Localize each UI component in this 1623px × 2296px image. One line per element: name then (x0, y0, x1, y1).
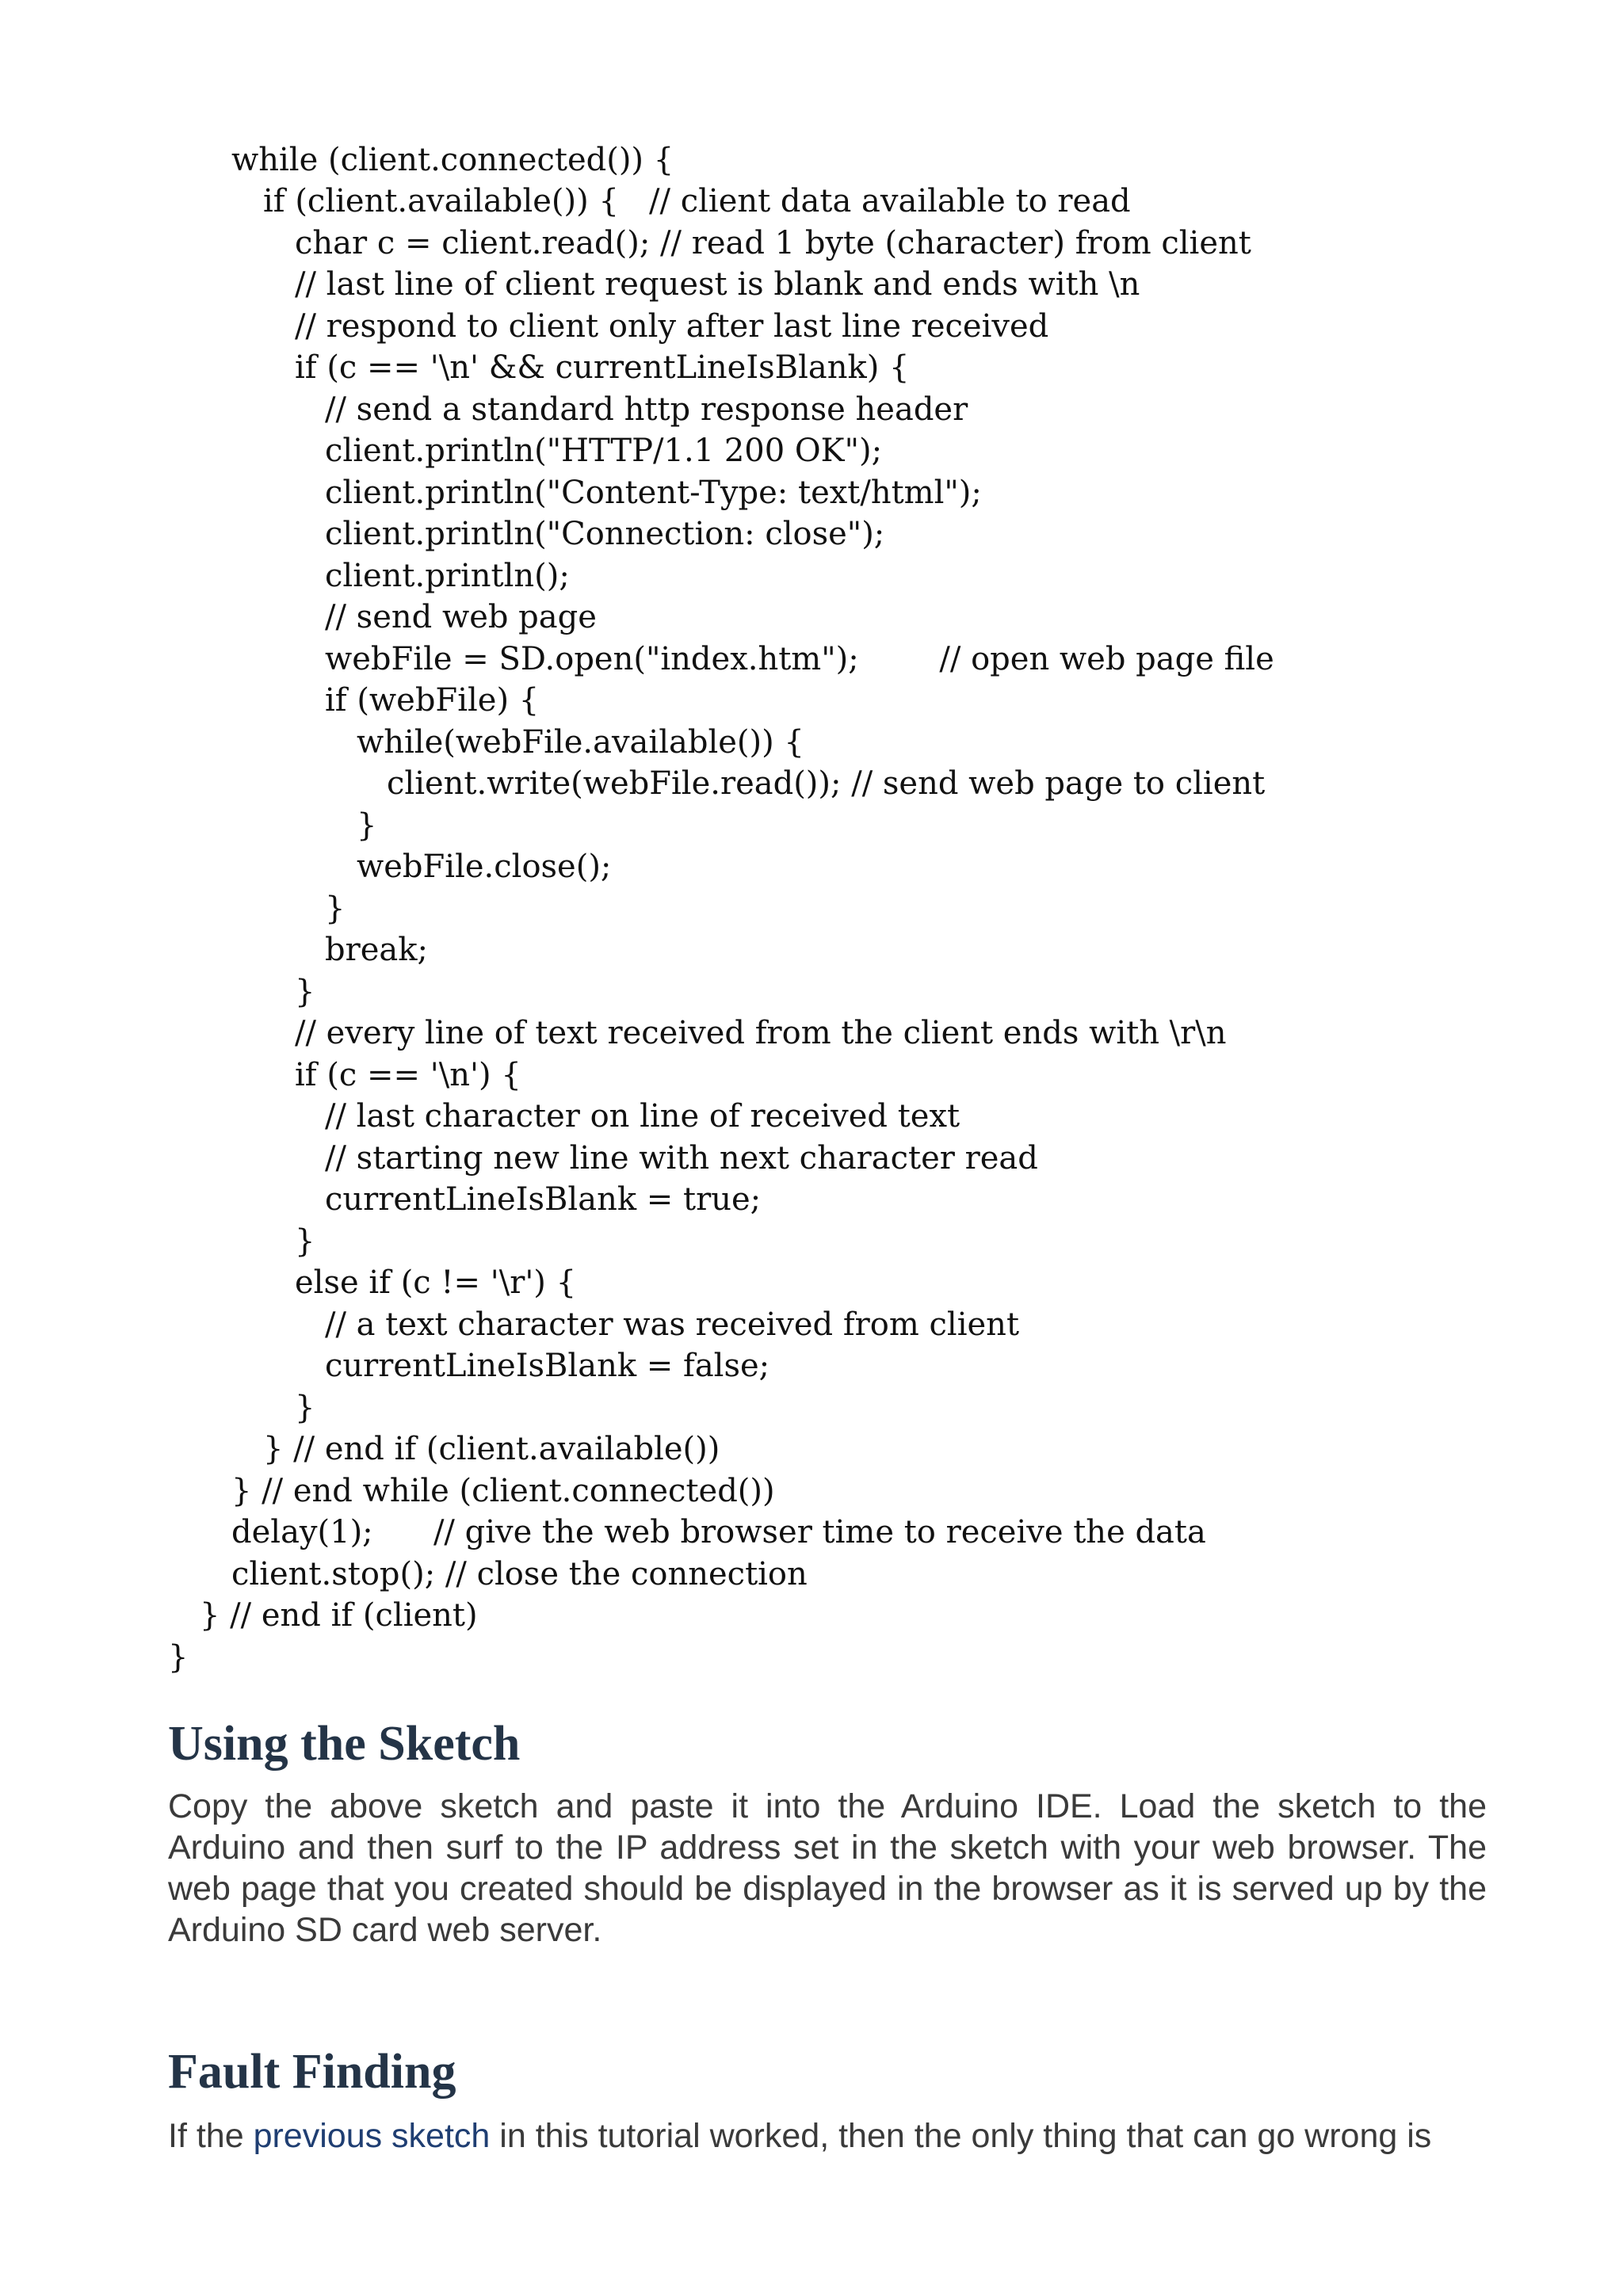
code-line: // respond to client only after last line received (295, 308, 1049, 345)
code-line: currentLineIsBlank = true; (325, 1181, 762, 1218)
code-line: webFile.close(); (357, 849, 612, 885)
code-line: delay(1); // give the web browser time to receive the data (231, 1514, 1206, 1550)
code-line: // send web page (325, 599, 597, 635)
section-heading-fault-finding: Fault Finding (168, 2045, 456, 2099)
code-line: client.println("HTTP/1.1 200 OK"); (325, 433, 883, 469)
code-line: if (client.available()) { // client data available to read (263, 183, 1131, 219)
fault-finding-paragraph (168, 2115, 1487, 2157)
code-line: } (295, 1390, 315, 1426)
code-line: client.stop(); // close the connection (231, 1556, 808, 1592)
using-sketch-paragraph: Copy the above sketch and paste it into the Arduino IDE. Load the sketch to the Arduino and then surf to the IP address set in the sketch with your web browser. The web page that you created should be displayed in the browser as it is served up by the Arduino SD card web server. (168, 1787, 1487, 1949)
code-line: } (357, 807, 377, 844)
code-line: if (webFile) { (325, 682, 540, 719)
code-line: } (295, 1223, 315, 1260)
code-line: client.println("Connection: close"); (325, 516, 885, 552)
code-line: currentLineIsBlank = false; (325, 1348, 770, 1384)
code-line: char c = client.read(); // read 1 byte (character) from client (295, 225, 1251, 261)
fault-finding-text-end: in this tutorial worked, then the only thing that can go wrong is (490, 2117, 1432, 2155)
code-line: if (c == '\n') { (295, 1057, 521, 1093)
section-heading-using-sketch: Using the Sketch (168, 1717, 521, 1771)
code-line: while(webFile.available()) { (357, 724, 804, 761)
code-line: // starting new line with next character read (325, 1140, 1038, 1177)
code-line: } // end if (client.available()) (263, 1431, 720, 1467)
code-line: // last character on line of received text (325, 1098, 960, 1135)
code-line: // last line of client request is blank and ends with \n (295, 266, 1140, 303)
code-line: // a text character was received from client (325, 1306, 1020, 1343)
code-line: webFile = SD.open("index.htm"); // open web page file (325, 641, 1274, 677)
previous-sketch-link[interactable]: previous sketch (253, 2117, 491, 2155)
code-line: client.println(); (325, 558, 570, 594)
code-line: else if (c != '\r') { (295, 1264, 577, 1301)
code-line: } (325, 891, 346, 927)
code-line: if (c == '\n' && currentLineIsBlank) { (295, 349, 910, 386)
code-line: // every line of text received from the client ends with \r\n (295, 1015, 1227, 1051)
code-line: } // end if (client) (200, 1597, 478, 1634)
fault-finding-text-start: If the (168, 2117, 254, 2155)
code-line: client.println("Content-Type: text/html"); (325, 475, 982, 511)
code-line: break; (325, 932, 428, 968)
code-line: } (295, 974, 315, 1010)
code-line: while (client.connected()) { (231, 142, 674, 178)
code-line: } (168, 1639, 189, 1676)
code-line: } // end while (client.connected()) (231, 1473, 775, 1509)
code-line: // send a standard http response header (325, 391, 968, 428)
code-line: client.write(webFile.read()); // send web page to client (387, 765, 1266, 802)
